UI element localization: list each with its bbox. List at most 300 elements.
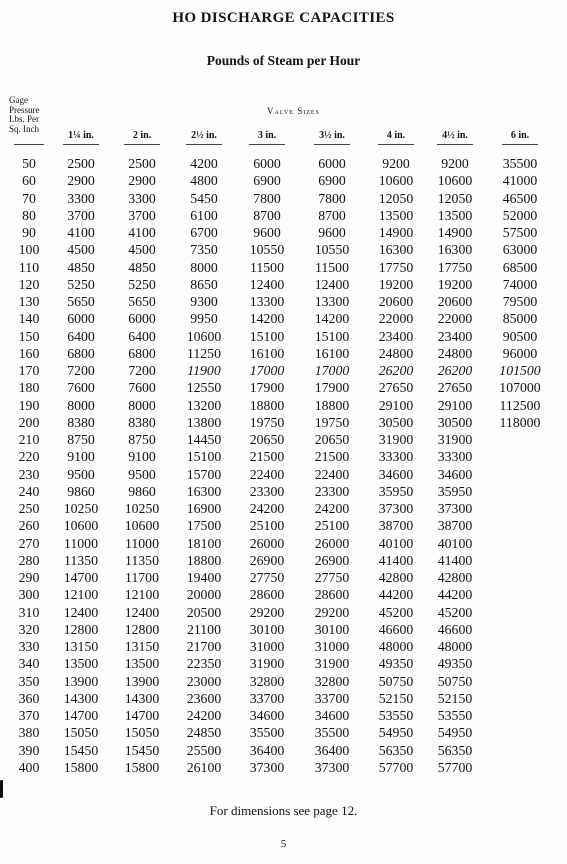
capacity-cell: 20600: [378, 294, 414, 309]
capacity-cell: 35950: [437, 483, 473, 499]
table-row: [0, 484, 567, 500]
capacity-cell: 11250: [187, 345, 221, 361]
capacity-cell: 14450: [186, 432, 222, 447]
capacity-cell: 2500: [128, 156, 156, 171]
capacity-cell: 40100: [378, 535, 414, 551]
capacity-cell: 7800: [318, 190, 346, 206]
size-column-header: 4 in.: [386, 130, 406, 141]
table-row: [0, 260, 567, 276]
capacity-cell: 14900: [378, 225, 414, 240]
pressure-cell: 160: [18, 345, 40, 361]
capacity-cell: 22350: [186, 656, 222, 672]
capacity-cell: 14200: [249, 311, 285, 327]
capacity-cell: 15700: [186, 466, 222, 482]
capacity-cell: 17000: [249, 363, 285, 378]
scan-mark: [0, 780, 3, 798]
table-row: [0, 743, 567, 759]
capacity-cell: 19200: [378, 276, 414, 292]
capacity-cell: 16900: [186, 501, 222, 516]
capacity-cell: 42800: [437, 570, 473, 585]
capacity-cell: 49350: [437, 656, 473, 672]
capacity-cell: 12800: [63, 621, 99, 637]
capacity-cell: 13150: [63, 639, 99, 654]
capacity-cell: 45200: [437, 604, 473, 620]
capacity-cell: 15100: [314, 328, 350, 344]
table-row: [0, 329, 567, 345]
capacity-cell: 31900: [314, 656, 350, 672]
table-row: [0, 173, 567, 189]
capacity-cell: 20650: [249, 432, 285, 447]
capacity-cell: 17900: [314, 380, 350, 396]
capacity-cell: 41400: [378, 552, 414, 568]
capacity-cell: 13300: [314, 294, 350, 309]
capacity-cell: 12400: [314, 276, 350, 292]
capacity-cell: 13500: [378, 207, 414, 223]
capacity-cell: 57500: [502, 225, 538, 240]
header-rule: [124, 144, 160, 145]
capacity-cell: 23000: [186, 673, 222, 689]
capacity-cell: 16100: [249, 345, 285, 361]
capacity-cell: 11700: [125, 570, 159, 585]
pressure-cell: 310: [18, 604, 40, 620]
capacity-cell: 4500: [67, 242, 95, 258]
capacity-cell: 26900: [314, 552, 350, 568]
capacity-cell: 22000: [378, 311, 414, 327]
capacity-cell: 7350: [190, 242, 218, 258]
capacity-cell: 44200: [437, 587, 473, 603]
capacity-cell: 6900: [253, 173, 281, 189]
capacity-cell: 26900: [249, 552, 285, 568]
header-rule: [502, 144, 538, 145]
capacity-cell: 37300: [314, 759, 350, 775]
pressure-cell: 170: [18, 363, 40, 378]
size-column-header: 4½ in.: [442, 130, 468, 141]
capacity-cell: 41000: [502, 173, 538, 189]
capacity-cell: 23600: [186, 690, 222, 706]
capacity-cell: 3700: [128, 207, 156, 223]
size-column-header: 6 in.: [510, 130, 530, 141]
capacity-cell: 9300: [190, 294, 218, 309]
size-column-header: 2 in.: [132, 130, 152, 141]
capacity-cell: 4800: [190, 173, 218, 189]
capacity-cell: 14200: [314, 311, 350, 327]
capacity-cell: 3300: [67, 190, 95, 206]
capacity-cell: 15450: [124, 742, 160, 758]
capacity-cell: 9950: [190, 311, 218, 327]
capacity-cell: 31900: [249, 656, 285, 672]
capacity-cell: 11500: [315, 259, 349, 275]
pressure-cell: 300: [18, 587, 40, 603]
pressure-cell: 120: [18, 276, 40, 292]
capacity-cell: 24800: [437, 345, 473, 361]
pressure-cell: 80: [22, 207, 36, 223]
capacity-cell: 6900: [318, 173, 346, 189]
capacity-cell: 23400: [437, 328, 473, 344]
capacity-cell: 12050: [437, 190, 473, 206]
capacity-cell: 5650: [67, 294, 95, 309]
capacity-cell: 10550: [314, 242, 350, 258]
header-rule: [186, 144, 222, 145]
capacity-cell: 13900: [124, 673, 160, 689]
capacity-cell: 35500: [314, 725, 350, 741]
capacity-cell: 10600: [437, 173, 473, 189]
capacity-cell: 37300: [249, 759, 285, 775]
capacity-cell: 46600: [437, 621, 473, 637]
capacity-cell: 20000: [186, 587, 222, 603]
table-row: [0, 501, 567, 517]
capacity-cell: 10600: [63, 518, 99, 534]
capacity-cell: 35500: [502, 156, 538, 171]
table-row: [0, 432, 567, 448]
capacity-cell: 8000: [67, 397, 95, 413]
capacity-cell: 20500: [186, 604, 222, 620]
capacity-cell: 16300: [437, 242, 473, 258]
capacity-cell: 9200: [382, 156, 410, 171]
capacity-cell: 9600: [253, 225, 281, 240]
capacity-cell: 7800: [253, 190, 281, 206]
capacity-cell: 9500: [128, 466, 156, 482]
pressure-cell: 110: [18, 259, 40, 275]
capacity-cell: 15100: [249, 328, 285, 344]
capacity-cell: 29200: [314, 604, 350, 620]
capacity-cell: 12100: [124, 587, 160, 603]
capacity-cell: 34600: [249, 708, 285, 723]
table-row: [0, 605, 567, 621]
size-column-header: 3½ in.: [319, 130, 345, 141]
capacity-cell: 12100: [63, 587, 99, 603]
table-row: [0, 760, 567, 776]
capacity-cell: 26200: [378, 363, 414, 378]
capacity-cell: 27750: [314, 570, 350, 585]
capacity-cell: 12550: [186, 380, 222, 396]
capacity-cell: 20600: [437, 294, 473, 309]
pressure-cell: 350: [18, 673, 40, 689]
capacity-cell: 24200: [186, 708, 222, 723]
capacity-cell: 16300: [186, 483, 222, 499]
page-title: HO DISCHARGE CAPACITIES: [172, 10, 395, 26]
table-row: [0, 208, 567, 224]
pressure-cell: 200: [18, 414, 40, 430]
pressure-cell: 280: [18, 552, 40, 568]
capacity-cell: 15450: [63, 742, 99, 758]
capacity-cell: 52150: [378, 690, 414, 706]
capacity-cell: 36400: [249, 742, 285, 758]
header-rule: [63, 144, 99, 145]
capacity-cell: 5250: [67, 276, 95, 292]
capacity-cell: 12400: [249, 276, 285, 292]
capacity-cell: 13500: [124, 656, 160, 672]
capacity-cell: 8700: [318, 207, 346, 223]
capacity-cell: 31900: [378, 432, 414, 447]
capacity-cell: 11000: [125, 535, 159, 551]
capacity-cell: 13800: [186, 414, 222, 430]
capacity-cell: 26000: [314, 535, 350, 551]
table-row: [0, 156, 567, 172]
capacity-cell: 28600: [314, 587, 350, 603]
capacity-cell: 107000: [499, 380, 541, 396]
capacity-cell: 53550: [378, 708, 414, 723]
capacity-cell: 14700: [63, 708, 99, 723]
table-row: [0, 225, 567, 241]
table-row: [0, 398, 567, 414]
capacity-cell: 6800: [128, 345, 156, 361]
capacity-cell: 9100: [128, 449, 156, 465]
capacity-cell: 22000: [437, 311, 473, 327]
capacity-cell: 21500: [314, 449, 350, 465]
capacity-cell: 46500: [502, 190, 538, 206]
table-row: [0, 518, 567, 534]
capacity-cell: 8000: [128, 397, 156, 413]
capacity-cell: 96000: [502, 345, 538, 361]
capacity-cell: 23400: [378, 328, 414, 344]
capacity-cell: 54950: [378, 725, 414, 741]
capacity-cell: 13150: [124, 639, 160, 654]
page-subtitle: Pounds of Steam per Hour: [206, 53, 361, 68]
capacity-cell: 48000: [378, 639, 414, 654]
size-column-header: 2½ in.: [191, 130, 217, 141]
capacity-cell: 37300: [437, 501, 473, 516]
capacity-cell: 6400: [128, 328, 156, 344]
capacity-cell: 31900: [437, 432, 473, 447]
pressure-cell: 360: [18, 690, 40, 706]
capacity-cell: 30100: [249, 621, 285, 637]
capacity-cell: 52000: [502, 207, 538, 223]
capacity-cell: 30100: [314, 621, 350, 637]
capacity-cell: 11500: [250, 259, 284, 275]
capacity-cell: 9200: [441, 156, 469, 171]
pressure-cell: 250: [18, 501, 40, 516]
capacity-cell: 10550: [249, 242, 285, 258]
capacity-cell: 8380: [67, 414, 95, 430]
capacity-cell: 9500: [67, 466, 95, 482]
capacity-cell: 17750: [378, 259, 414, 275]
capacity-cell: 8650: [190, 276, 218, 292]
gage-label-line: Lbs. Per: [9, 114, 39, 124]
capacity-cell: 13200: [186, 397, 222, 413]
capacity-cell: 50750: [437, 673, 473, 689]
capacity-cell: 17000: [314, 363, 350, 378]
capacity-cell: 27750: [249, 570, 285, 585]
capacity-cell: 19400: [186, 570, 222, 585]
capacity-cell: 27650: [437, 380, 473, 396]
capacity-cell: 15100: [186, 449, 222, 465]
table-row: [0, 242, 567, 258]
gage-pressure-header: [9, 96, 65, 134]
pressure-cell: 230: [18, 466, 40, 482]
capacity-cell: 34600: [437, 466, 473, 482]
pressure-cell: 180: [18, 380, 40, 396]
table-row: [0, 277, 567, 293]
table-row: [0, 415, 567, 431]
capacity-cell: 13900: [63, 673, 99, 689]
capacity-cell: 15050: [63, 725, 99, 741]
capacity-cell: 29100: [378, 397, 414, 413]
capacity-cell: 28600: [249, 587, 285, 603]
capacity-cell: 38700: [437, 518, 473, 534]
capacity-cell: 4850: [67, 259, 95, 275]
capacity-cell: 68500: [502, 259, 538, 275]
capacity-cell: 16100: [314, 345, 350, 361]
capacity-cell: 5650: [128, 294, 156, 309]
capacity-cell: 9860: [67, 483, 95, 499]
capacity-cell: 9600: [318, 225, 346, 240]
capacity-cell: 48000: [437, 639, 473, 654]
capacity-cell: 50750: [378, 673, 414, 689]
capacity-cell: 4100: [128, 225, 156, 240]
capacity-cell: 25500: [186, 742, 222, 758]
capacity-cell: 4100: [67, 225, 95, 240]
size-column-header: 1¼ in.: [68, 130, 94, 141]
table-row: [0, 311, 567, 327]
pressure-cell: 270: [18, 535, 40, 551]
capacity-cell: 8000: [190, 259, 218, 275]
table-row: [0, 363, 567, 379]
capacity-cell: 10600: [186, 328, 222, 344]
capacity-cell: 56350: [378, 742, 414, 758]
capacity-cell: 21700: [186, 639, 222, 654]
capacity-cell: 46600: [378, 621, 414, 637]
capacity-cell: 31000: [314, 639, 350, 654]
pressure-cell: 260: [18, 518, 40, 534]
capacity-cell: 25100: [314, 518, 350, 534]
capacity-cell: 30500: [378, 414, 414, 430]
capacity-cell: 5250: [128, 276, 156, 292]
capacity-cell: 18800: [314, 397, 350, 413]
capacity-cell: 3700: [67, 207, 95, 223]
gage-label-line: Gage: [9, 95, 28, 105]
capacity-cell: 34600: [314, 708, 350, 723]
capacity-cell: 112500: [499, 397, 541, 413]
capacity-cell: 3300: [128, 190, 156, 206]
pressure-cell: 130: [18, 294, 40, 309]
capacity-cell: 2900: [67, 173, 95, 189]
capacity-cell: 90500: [502, 328, 538, 344]
pressure-cell: 100: [18, 242, 40, 258]
capacity-cell: 8750: [128, 432, 156, 447]
pressure-cell: 240: [18, 483, 40, 499]
capacity-cell: 7200: [67, 363, 95, 378]
header-rule: [378, 144, 414, 145]
footer-note: For dimensions see page 12.: [209, 803, 358, 818]
capacity-cell: 12400: [124, 604, 160, 620]
capacity-cell: 101500: [499, 363, 541, 378]
capacity-cell: 31000: [249, 639, 285, 654]
capacity-cell: 34600: [378, 466, 414, 482]
table-row: [0, 639, 567, 655]
capacity-cell: 45200: [378, 604, 414, 620]
capacity-cell: 54950: [437, 725, 473, 741]
pressure-cell: 330: [18, 639, 40, 654]
page-number: 5: [280, 838, 287, 850]
capacity-cell: 8700: [253, 207, 281, 223]
table-row: [0, 449, 567, 465]
pressure-cell: 150: [18, 328, 40, 344]
capacity-cell: 8750: [67, 432, 95, 447]
capacity-cell: 18800: [249, 397, 285, 413]
capacity-cell: 12050: [378, 190, 414, 206]
header-rule: [14, 144, 44, 145]
capacity-cell: 57700: [437, 759, 473, 775]
capacity-cell: 10250: [63, 501, 99, 516]
pressure-cell: 70: [22, 190, 36, 206]
capacity-cell: 79500: [502, 294, 538, 309]
capacity-cell: 7600: [67, 380, 95, 396]
table-row: [0, 191, 567, 207]
capacity-cell: 21100: [187, 621, 221, 637]
capacity-cell: 22400: [314, 466, 350, 482]
table-row: [0, 656, 567, 672]
pressure-cell: 140: [18, 311, 40, 327]
capacity-cell: 35500: [249, 725, 285, 741]
pressure-cell: 210: [18, 432, 40, 447]
header-rule: [249, 144, 285, 145]
capacity-cell: 33700: [249, 690, 285, 706]
capacity-cell: 14300: [124, 690, 160, 706]
capacity-cell: 14700: [124, 708, 160, 723]
capacity-cell: 6000: [128, 311, 156, 327]
capacity-cell: 15800: [124, 759, 160, 775]
capacity-cell: 42800: [378, 570, 414, 585]
capacity-cell: 13500: [63, 656, 99, 672]
capacity-cell: 18100: [186, 535, 222, 551]
capacity-cell: 24850: [186, 725, 222, 741]
table-row: [0, 587, 567, 603]
capacity-cell: 26100: [186, 759, 222, 775]
capacity-cell: 4500: [128, 242, 156, 258]
capacity-cell: 6000: [67, 311, 95, 327]
capacity-cell: 6000: [318, 156, 346, 171]
header-rule: [314, 144, 350, 145]
capacity-cell: 12400: [63, 604, 99, 620]
pressure-cell: 370: [18, 708, 40, 723]
capacity-cell: 10600: [124, 518, 160, 534]
capacity-cell: 7600: [128, 380, 156, 396]
capacity-cell: 24200: [249, 501, 285, 516]
capacity-cell: 9860: [128, 483, 156, 499]
capacity-cell: 32800: [249, 673, 285, 689]
capacity-cell: 33300: [437, 449, 473, 465]
capacity-cell: 17900: [249, 380, 285, 396]
capacity-cell: 74000: [502, 276, 538, 292]
capacity-cell: 4850: [128, 259, 156, 275]
table-row: [0, 346, 567, 362]
pressure-cell: 400: [18, 759, 40, 775]
header-rule: [437, 144, 473, 145]
table-row: [0, 708, 567, 724]
capacity-cell: 52150: [437, 690, 473, 706]
capacity-cell: 32800: [314, 673, 350, 689]
capacity-cell: 85000: [502, 311, 538, 327]
capacity-cell: 56350: [437, 742, 473, 758]
capacity-cell: 6100: [190, 207, 218, 223]
capacity-cell: 12800: [124, 621, 160, 637]
valve-sizes-header: Valve Sizes: [267, 106, 320, 116]
table-row: [0, 380, 567, 396]
capacity-cell: 18800: [186, 552, 222, 568]
capacity-cell: 4200: [190, 156, 218, 171]
capacity-cell: 20650: [314, 432, 350, 447]
capacity-cell: 13300: [249, 294, 285, 309]
capacity-cell: 6000: [253, 156, 281, 171]
capacity-cell: 57700: [378, 759, 414, 775]
capacity-cell: 41400: [437, 552, 473, 568]
table-row: [0, 725, 567, 741]
table-row: [0, 622, 567, 638]
gage-label-line: Pressure: [9, 104, 40, 115]
capacity-cell: 14900: [437, 225, 473, 240]
capacity-cell: 19750: [249, 414, 285, 430]
capacity-cell: 2500: [67, 156, 95, 171]
